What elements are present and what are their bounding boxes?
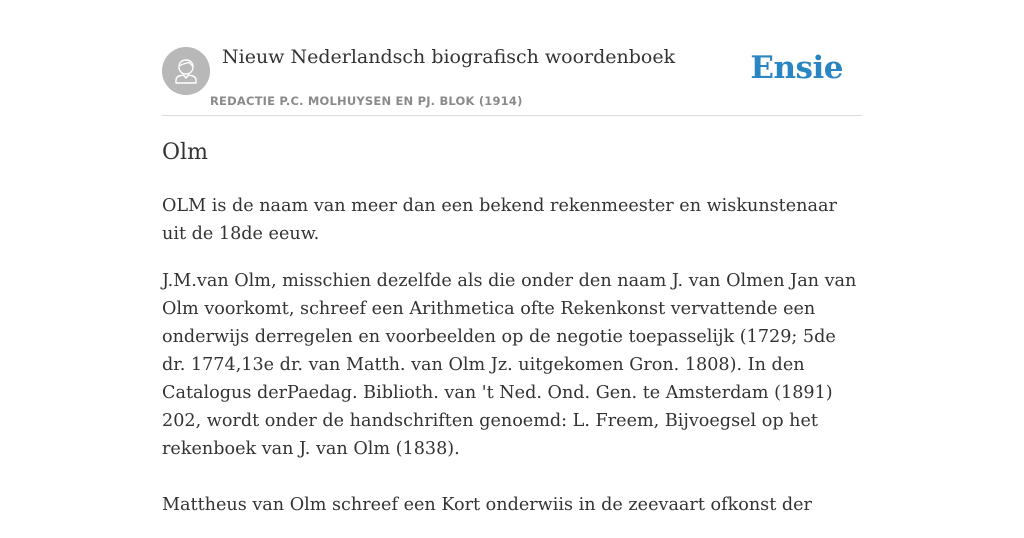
article-paragraph: J.M.van Olm, misschien dezelfde als die onder den naam J. van Olmen Jan van Olm voorkomt, schreef een Arithmetica ofte Rekenkonst vervattende een onderwijs derregelen en voorbeelden op de negotie toepasselijk (1729; 5de dr. 1774,13e dr. van Matth. van Olm Jz. uitgekomen Gron. 1808). In den Catalogus derPaedag. Biblioth. van 't Ned. Ond. Gen. te Amsterdam (1891) 202, wordt onder de handschriften genoemd: L. Freem, Bijvoegsel op het rekenboek van J. van Olm (1838). xyxy=(162,271,857,459)
book-subtitle: REDACTIE P.C. MOLHUYSEN EN PJ. BLOK (1914) xyxy=(210,94,523,108)
entry-article xyxy=(162,192,862,538)
article-paragraph: OLM is de naam van meer dan een bekend rekenmeester en wiskunstenaar uit de 18de eeuw. xyxy=(162,196,837,244)
ensie-logo[interactable]: Ensie xyxy=(750,50,843,86)
user-icon[interactable] xyxy=(162,47,210,95)
page-container xyxy=(162,0,862,515)
book-header xyxy=(162,0,862,116)
entry-title: Olm xyxy=(162,140,208,165)
article-paragraph: Mattheus van Olm schreef een Kort onderwiis in de zeevaart ofkonst der xyxy=(162,495,812,515)
book-title-link[interactable]: Nieuw Nederlandsch biografisch woordenboek xyxy=(222,46,676,68)
